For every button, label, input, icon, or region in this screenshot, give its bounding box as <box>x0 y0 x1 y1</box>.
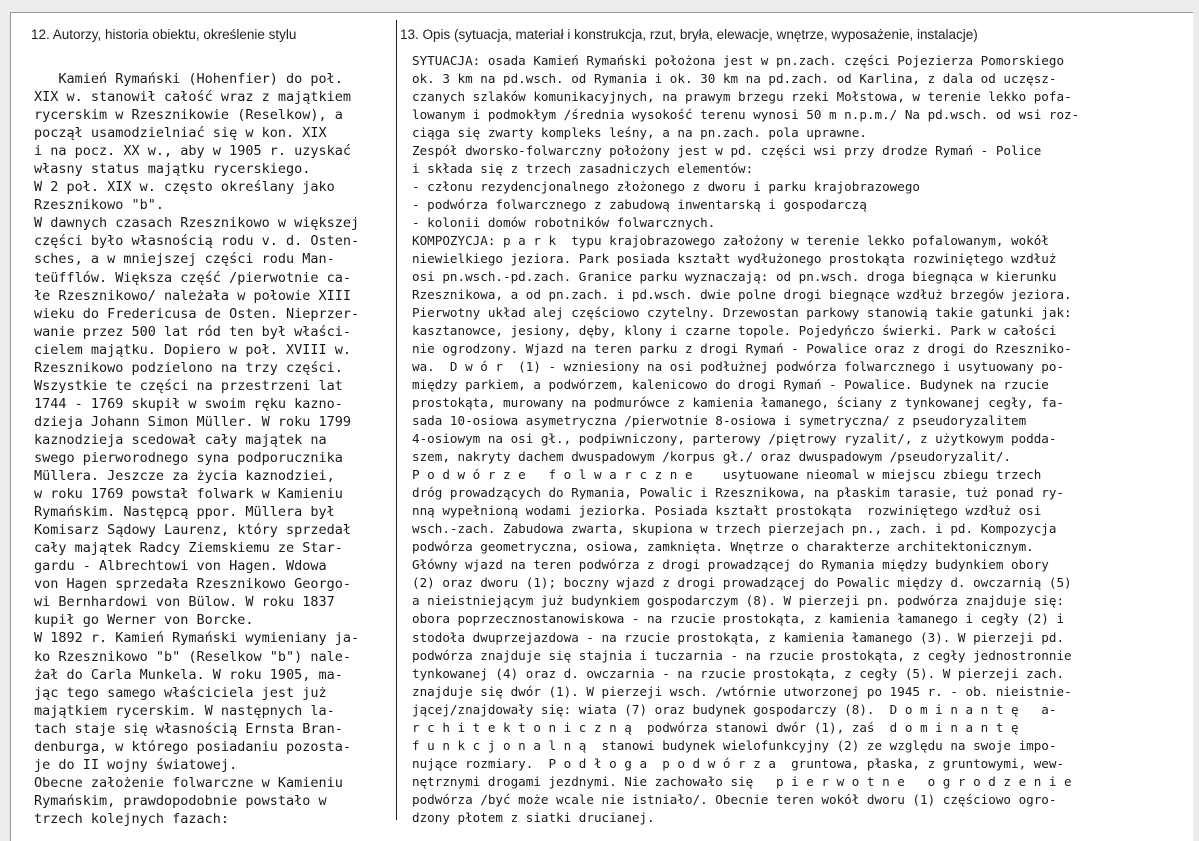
text-line: wi Bernhardowi von Bülow. W roku 1837 <box>34 594 335 611</box>
text-line: dróg prowadzących do Rymania, Powalic i Rzesznikowa, na płaskim tarasie, tuż ponad ry- <box>412 485 1065 501</box>
text-line: - członu rezydencjonalnego złożonego z dworu i parku krajobrazowego <box>412 179 920 195</box>
text-line: von Hagen sprzedała Rzesznikowo Georgo- <box>34 576 351 593</box>
text-line: sada 10-osiowa asymetryczna /pierwotnie 8-osiowa i symetryczna/ z pseudoryzalitem <box>412 413 1027 429</box>
text-line: nną wypełnioną wodami jeziorka. Posiada kształt prostokąta rozwiniętego wzdłuż osi <box>412 503 1042 519</box>
text-line: 4-osiowym na osi gł., podpiwniczony, parterowy /piętrowy ryzalit/, z użytkowym podda- <box>412 431 1057 447</box>
text-line: znajduje się dwór (1). W pierzeji wsch. /wtórnie utworzonej po 1945 r. - ob. nieistnie- <box>412 683 1072 699</box>
history-text-column <box>34 70 359 828</box>
text-line: f u n k c j o n a l n ą stanowi budynek wielofunkcyjny (2) ze względu na swoje impo- <box>412 737 1057 753</box>
text-line: nujące rozmiary. P o d ł o g a p o d w ó r z a gruntowa, płaska, z gruntowymi, wew- <box>412 755 1065 771</box>
text-line: Rzesznikowo podzielono na trzy części. <box>34 359 343 376</box>
section-13-header: 13. Opis (sytuacja, materiał i konstrukcja, rzut, bryła, elewacje, wnętrze, wyposażenie, instalacje) <box>400 27 978 42</box>
text-line: tach staje się własnością Ernsta Bran- <box>34 720 343 737</box>
text-line: je do II wojny światowej. <box>34 756 238 773</box>
text-line: ciąga się zwarty kompleks leśny, a na pn.zach. pola uprawne. <box>412 125 867 141</box>
text-line: wa. D w ó r (1) - wzniesiony na osi podłużnej podwórza folwarcznego i usytuowany po- <box>412 359 1065 375</box>
text-line: osi pn.wsch.-pd.zach. Granice parku wyznaczają: od pn.wsch. droga biegnąca w kierunku <box>412 269 1057 285</box>
text-line: KOMPOZYCJA: p a r k typu krajobrazowego założony w terenie lekko pofalowanym, wokół <box>412 233 1049 249</box>
text-line: części było własnością rodu v. d. Osten- <box>34 233 360 250</box>
text-line: kupił go Werner von Borcke. <box>34 612 254 629</box>
text-line: dzieja Johann Simon Müller. W roku 1799 <box>34 413 351 430</box>
text-line: P o d w ó r z e f o l w a r c z n e usytuowane nieomal w miejscu zbiegu trzech <box>412 467 1042 483</box>
text-line: Zespół dworsko-folwarczny położony jest w pd. części wsi przy drodze Rymań - Police <box>412 143 1042 159</box>
text-line: swego pierworodnego syna podporucznika <box>34 449 343 466</box>
text-line: podwórza geometryczna, osiowa, zamknięta. Wnętrze o charakterze architektonicznym. <box>412 539 1034 555</box>
text-line: nętrznymi drogami jezdnymi. Nie zachowało się p i e r w o t n e o g r o d z e n i e <box>412 773 1072 789</box>
text-line: Rymańskim, prawdopodobnie powstało w <box>34 792 327 809</box>
description-text-column <box>412 52 1079 827</box>
text-line: W 2 poł. XIX w. często określany jako <box>34 179 335 196</box>
text-line: denburga, w którego posiadaniu pozosta- <box>34 738 351 755</box>
text-line: ko Rzesznikowo "b" (Reselkow "b") nale- <box>34 648 351 665</box>
text-line: czanych szlaków komunikacyjnych, na prawym brzegu rzeki Mołstowa, w terenie lekko pofa- <box>412 89 1072 105</box>
text-line: dzony płotem z siatki drucianej. <box>412 809 655 825</box>
text-line: r c h i t e k t o n i c z n ą podwórza stanowi dwór (1), zaś d o m i n a n t ę <box>412 719 1019 735</box>
text-line: i składa się z trzech zasadniczych elementów: <box>412 161 754 177</box>
text-line: SYTUACJA: osada Kamień Rymański położona jest w pn.zach. części Pojezierza Pomorskiego <box>412 53 1065 68</box>
text-line: W dawnych czasach Rzesznikowo w większej <box>34 215 360 232</box>
text-line: począł usamodzielniać się w kon. XIX <box>34 125 327 142</box>
text-line: podwórza znajduje się stajnia i tuczarnia - na rzucie prostokąta, z cegły jednostronnie <box>412 647 1072 663</box>
text-line: własny status majątku rycerskiego. <box>34 161 311 178</box>
text-line: teüfflów. Większa część /pierwotnie ca- <box>34 269 351 286</box>
text-line: wieku do Fredericusa de Osten. Nieprzer- <box>34 305 360 322</box>
text-line: Rymańskim. Następcą ppor. Müllera był <box>34 504 335 521</box>
text-line: szem, nakryty dachem dwuspadowym /korpus gł./ oraz dwuspadowym /pseudoryzalit/. <box>412 449 1011 465</box>
text-line: żał do Carla Munkela. W roku 1905, ma- <box>34 666 343 683</box>
text-line: Müllera. Jeszcze za życia kaznodziei, <box>34 468 335 485</box>
text-line: sches, a w mniejszej części rodu Man- <box>34 251 335 268</box>
text-line: kaznodzieja scedował cały majątek na <box>34 431 327 448</box>
text-line: - kolonii domów robotników folwarcznych. <box>412 215 716 231</box>
text-line: (2) oraz dworu (1); boczny wjazd z drogi prowadzącej do Powalic między d. owczarnią (5) <box>412 575 1072 591</box>
text-line: rycerskim w Rzesznikowie (Reselkow), a <box>34 107 343 124</box>
text-line: stodoła dwuprzejazdowa - na rzucie prostokąta, z kamienia łamanego (3). W pierzeji pd. <box>412 629 1065 645</box>
text-line: jąc tego samego właściciela jest już <box>34 684 327 701</box>
text-line: Główny wjazd na teren podwórza z drogi prowadzącej do Rymania między budynkiem obory <box>412 557 1049 573</box>
text-line: gardu - Albrechtowi von Hagen. Wdowa <box>34 558 327 575</box>
text-line: wanie przez 500 lat ród ten był właści- <box>34 323 351 340</box>
text-line: prostokąta, murowany na podmurówce z kamienia łamanego, ściany z tynkowanej cegły, fa- <box>412 395 1065 411</box>
text-line: 1744 - 1769 skupił w swoim ręku kazno- <box>34 395 343 412</box>
text-line: obora poprzecznostanowiskowa - na rzucie prostokąta, z kamienia łamanego i cegły (2) i <box>412 611 1065 627</box>
text-line: podwórza /być może wcale nie istniało/. Obecnie teren wokół dworu (1) częściowo ogro- <box>412 791 1057 807</box>
text-line: Rzesznikowo "b". <box>34 197 165 214</box>
text-line: Obecne założenie folwarczne w Kamieniu <box>34 774 343 791</box>
text-line: między parkiem, a podwórzem, kalenicowo do drogi Rymań - Powalice. Budynek na rzucie <box>412 377 1049 393</box>
text-line: lowanym i podmokłym /średnia wysokość terenu wynosi 50 m n.p.m./ Na pd.wsch. od wsi roz- <box>412 107 1080 123</box>
text-line: kasztanowce, jesiony, dęby, klony i czarne topole. Pojedyńczo świerki. Park w całości <box>412 323 1057 339</box>
text-line: łe Rzesznikowo/ należała w połowie XIII <box>34 287 351 304</box>
text-line: wsch.-zach. Zabudowa zwarta, skupiona w trzech pierzejach pn., zach. i pd. Kompozycja <box>412 521 1057 537</box>
text-line: W 1892 r. Kamień Rymański wymieniany ja- <box>34 630 360 647</box>
text-line: - podwórza folwarcznego z zabudową inwentarską i gospodarczą <box>412 197 867 213</box>
text-line: niewielkiego jeziora. Park posiada kształt wydłużonego prostokąta rozwiniętego wzdłuż <box>412 251 1057 267</box>
text-line: XIX w. stanowił całość wraz z majątkiem <box>34 89 351 106</box>
text-line: majątkiem rycerskim. W następnych la- <box>34 702 335 719</box>
text-line: a nieistniejącym już budynkiem gospodarczym (8). W pierzeji pn. podwórza znajduje się: <box>412 593 1065 609</box>
text-line: trzech kolejnych fazach: <box>34 810 230 827</box>
text-line: jącej/znajdowały się: wiata (7) oraz budynek gospodarczy (8). D o m i n a n t ę a- <box>412 701 1057 717</box>
text-line: Wszystkie te części na przestrzeni lat <box>34 377 343 394</box>
text-line: nie ogrodzony. Wjazd na teren parku z drogi Rymań - Powalice oraz z drogi do Rzeszniko- <box>412 341 1072 357</box>
text-line: Kamień Rymański (Hohenfier) do poł. <box>34 71 343 87</box>
text-line: i na pocz. XX w., aby w 1905 r. uzyskać <box>34 143 351 160</box>
text-line: w roku 1769 powstał folwark w Kamieniu <box>34 486 343 503</box>
text-line: ok. 3 km na pd.wsch. od Rymania i ok. 30 km na pd.zach. od Karlina, z dala od uczęsz- <box>412 71 1057 87</box>
text-line: Rzesznikowa, a od pn.zach. i pd.wsch. dwie polne drogi biegnące wzdłuż brzegów jeziora. <box>412 287 1072 303</box>
text-line: Pierwotny układ alej częściowo czytelny. Drzewostan parkowy stanowią takie gatunki jak: <box>412 305 1072 321</box>
text-line: Komisarz Sądowy Laurenz, który sprzedał <box>34 522 351 539</box>
text-line: tynkowanej (4) oraz d. owczarnia - na rzucie prostokąta, z cegły (5). W pierzeji zach. <box>412 665 1065 681</box>
text-line: cielem majątku. Dopiero w poł. XVIII w. <box>34 341 351 358</box>
section-12-header: 12. Autorzy, historia obiektu, określenie stylu <box>31 27 297 42</box>
text-line: cały majątek Radcy Ziemskiemu ze Star- <box>34 540 343 557</box>
column-divider <box>396 20 397 820</box>
